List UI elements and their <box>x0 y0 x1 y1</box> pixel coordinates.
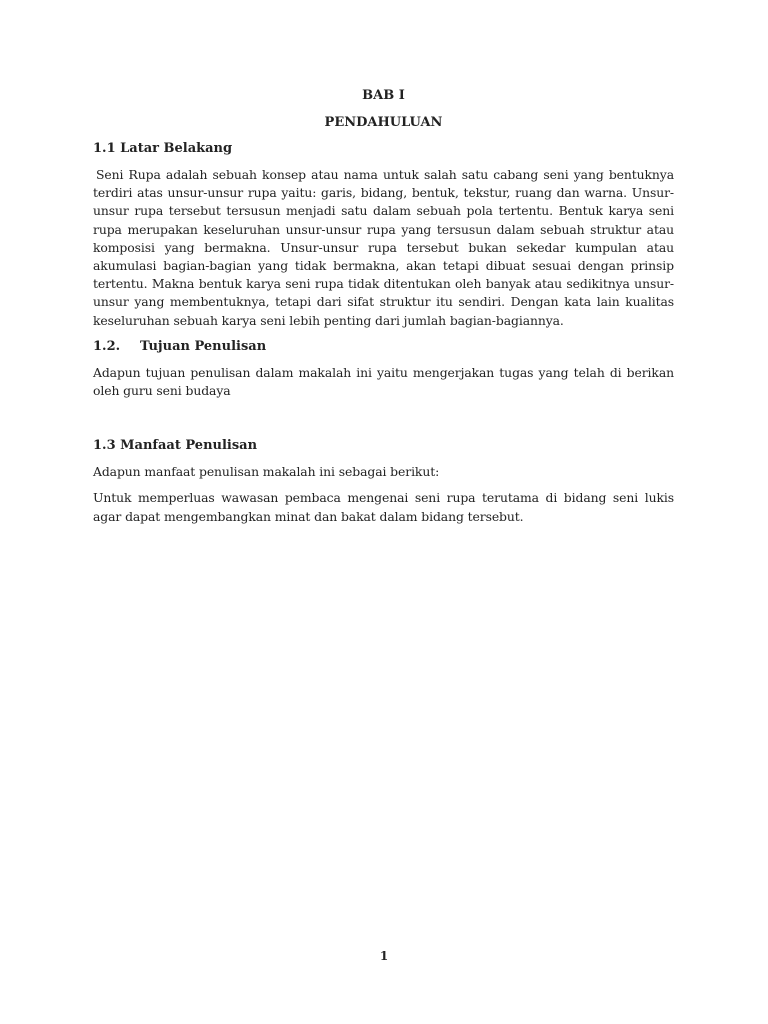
page-number: 1 <box>379 949 389 963</box>
paragraph-tujuan: Adapun tujuan penulisan dalam makalah ini yaitu mengerjakan tugas yang telah di berikan oleh guru seni budaya <box>93 364 674 399</box>
paragraph-manfaat-intro: Adapun manfaat penulisan makalah ini sebagai berikut: <box>93 464 440 480</box>
section-number-tujuan: 1.2. <box>93 338 121 354</box>
chapter-number: BAB I <box>362 88 405 103</box>
chapter-title: PENDAHULUAN <box>324 115 443 130</box>
section-heading-latar-belakang: 1.1 Latar Belakang <box>93 141 233 156</box>
section-title-tujuan: Tujuan Penulisan <box>140 338 267 354</box>
paragraph-latar-belakang: Seni Rupa adalah sebuah konsep atau nama untuk salah satu cabang seni yang bentuknya terdiri atas unsur-unsur rupa yaitu: garis, bidang, bentuk, tekstur, ruang dan warna. Unsur-unsur rupa tersebut tersusun menjadi satu dalam sebuah pola tertentu. Bentuk karya seni rupa merupakan keseluruhan unsur-unsur rupa yang tersusun dalam sebuah struktur atau komposisi yang bermakna. Unsur-unsur rupa tersebut bukan sekedar kumpulan atau akumulasi bagian-bagian yang tidak bermakna, akan tetapi dibuat sesuai dengan prinsip tertentu. Makna bentuk karya seni rupa tidak ditentukan oleh banyak atau sedikitnya unsur-unsur yang membentuknya, tetapi dari sifat struktur itu sendiri. Dengan kata lain kualitas keseluruhan sebuah karya seni lebih penting dari jumlah bagian-bagiannya. <box>93 167 674 328</box>
section-heading-tujuan <box>93 337 674 357</box>
document-body <box>93 86 674 526</box>
paragraph-manfaat-detail: Untuk memperluas wawasan pembaca mengenai seni rupa terutama di bidang seni lukis agar dapat mengembangkan minat dan bakat dalam bidang tersebut. <box>93 490 674 524</box>
section-heading-manfaat: 1.3 Manfaat Penulisan <box>93 438 258 454</box>
